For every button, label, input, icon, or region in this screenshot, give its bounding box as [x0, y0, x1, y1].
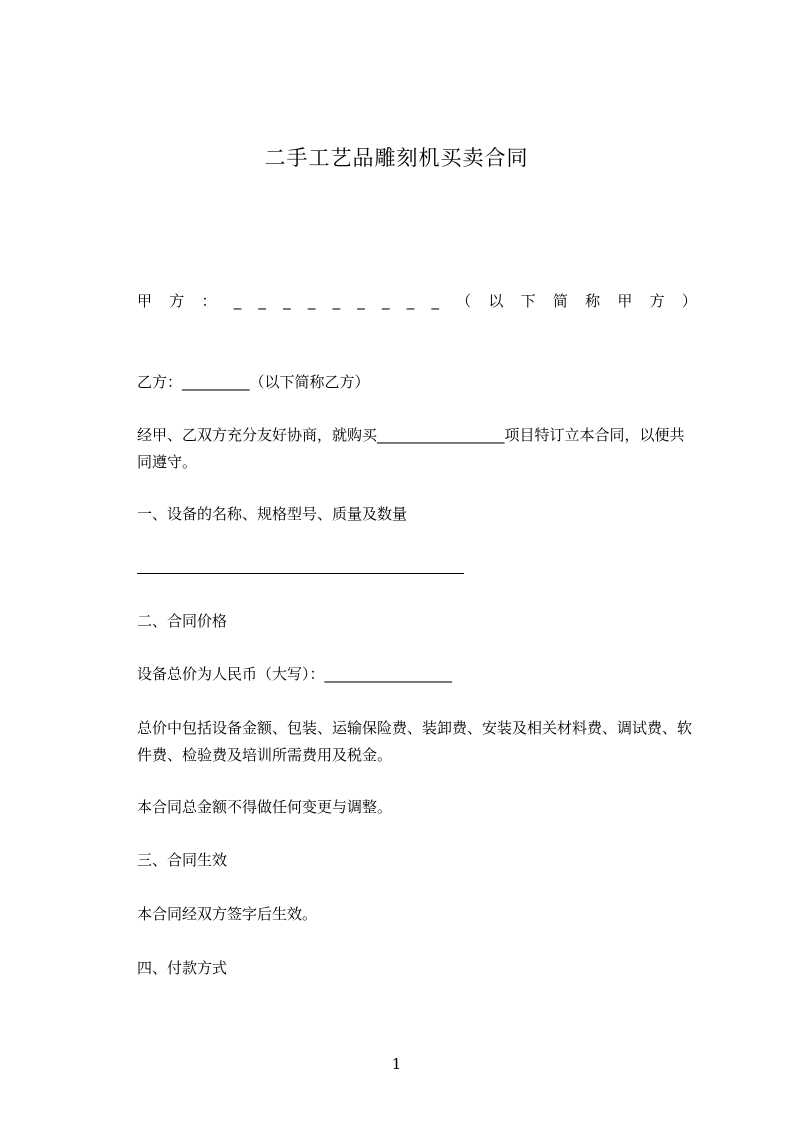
document-title: 二手工艺品雕刻机买卖合同 [264, 146, 529, 170]
party-a-char: _ [332, 292, 341, 310]
no-change-line: 本合同总金额不得做任何变更与调整。 [137, 798, 393, 816]
party-a-char: 方 [649, 292, 665, 310]
party-a-char: _ [283, 292, 291, 310]
section-2-heading: 二、合同价格 [137, 612, 228, 630]
party-b-line: 乙方：_________（以下简称乙方） [137, 373, 370, 391]
party-a-char: _ [431, 292, 439, 310]
party-a-char: ： [201, 292, 217, 310]
party-a-char: 以 [488, 292, 504, 310]
party-a-char: 甲 [137, 292, 153, 310]
party-a-char: ） [681, 292, 697, 310]
price-includes-paragraph: 总价中包括设备金额、包装、运输保险费、装卸费、安装及相关材料费、调试费、软件费、检验费及培训所需费用及税金。 [137, 719, 693, 764]
party-a-char: （ [456, 292, 472, 310]
section-3-heading: 三、合同生效 [137, 851, 228, 869]
section-1-blank-line [137, 573, 464, 574]
party-a-char: 下 [520, 292, 536, 310]
party-a-char: _ [382, 292, 390, 310]
section-1-heading: 一、设备的名称、规格型号、质量及数量 [137, 505, 408, 523]
section-3-text: 本合同经双方签字后生效。 [137, 905, 318, 923]
party-a-char: 甲 [617, 292, 633, 310]
party-a-char: 称 [585, 292, 601, 310]
party-a-char: _ [307, 292, 316, 310]
party-a-line [137, 290, 697, 312]
section-4-heading: 四、付款方式 [137, 959, 228, 977]
party-a-char: _ [258, 292, 266, 310]
page-number: 1 [391, 1055, 402, 1073]
party-a-char: 方 [169, 292, 185, 310]
party-a-char: _ [357, 292, 365, 310]
party-a-char: _ [233, 292, 242, 310]
intro-paragraph: 经甲、乙双方充分友好协商，就购买_________________项目特订立本合同，以便共同遵守。 [137, 426, 685, 471]
party-a-char: 简 [552, 292, 568, 310]
party-a-char: _ [406, 292, 415, 310]
total-price-line: 设备总价为人民币（大写）：_________________ [137, 665, 453, 683]
